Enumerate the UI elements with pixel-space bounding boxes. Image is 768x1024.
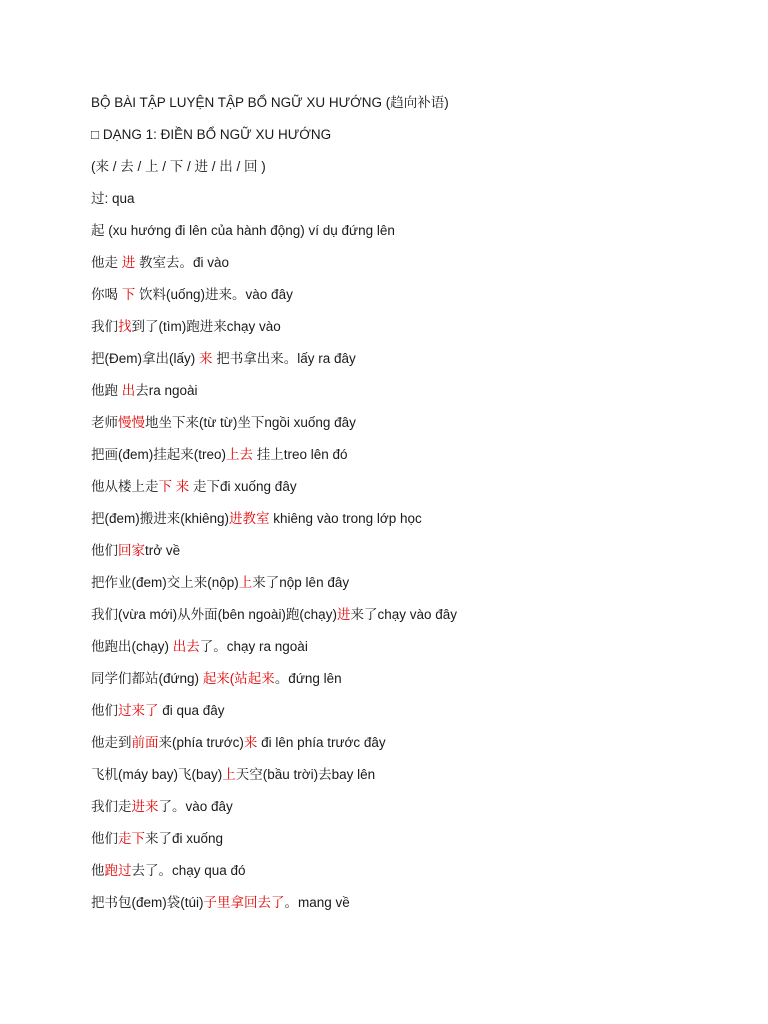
answer-text: 子里拿回去了 <box>203 895 285 910</box>
answer-text: 慢慢 <box>118 415 145 430</box>
line-text: (来 / 去 / 上 / 下 / 进 / 出 / 回 ) <box>91 159 266 174</box>
line-text: 你喝 <box>91 287 122 302</box>
line-text: 我们 <box>91 319 118 334</box>
line-text: đi lên phía trước đây <box>257 735 386 750</box>
line-text: 他跑出(chạy) <box>91 639 173 654</box>
line-text: 到了(tìm)跑进来chạy vào <box>131 319 281 334</box>
answer-text: 跑过 <box>104 863 132 878</box>
answer-text: 来 <box>243 735 258 750</box>
exercise-line <box>91 667 731 699</box>
line-text: BỘ BÀI TẬP LUYỆN TẬP BỔ NGỮ XU HƯỚNG (趋向补语) <box>91 95 449 110</box>
exercise-line <box>91 539 731 571</box>
answer-text: 起来(站起来 <box>202 671 275 686</box>
exercise-line <box>91 411 731 443</box>
line-text: 我们走 <box>91 799 132 814</box>
answer-text: 进 <box>121 255 136 270</box>
exercise-line <box>91 731 731 763</box>
answer-text: 来 <box>199 351 213 366</box>
exercise-line <box>91 827 731 859</box>
document-title <box>91 91 731 123</box>
exercise-line <box>91 699 731 731</box>
answer-text: 回家 <box>118 543 145 558</box>
line-text: 。mang về <box>284 895 350 910</box>
exercise-line <box>91 571 731 603</box>
answer-text: 找 <box>118 319 132 334</box>
exercise-line <box>91 763 731 795</box>
exercise-line <box>91 155 731 187</box>
answer-text: 上 <box>222 767 236 782</box>
line-text: 他们 <box>91 543 118 558</box>
line-text: 我们(vừa mới)从外面(bên ngoài)跑(chạy) <box>91 607 337 622</box>
exercise-line <box>91 603 731 635</box>
line-text: 饮料(uống)进来。vào đây <box>135 287 293 302</box>
exercise-line <box>91 507 731 539</box>
line-text: 来了chạy vào đây <box>350 607 458 622</box>
line-text: 地坐下来(từ từ)坐下ngồi xuống đây <box>145 415 356 430</box>
line-text: 起 (xu hướng đi lên của hành động) ví dụ đứng lên <box>91 223 395 238</box>
line-text: 他从楼上走 <box>91 479 159 494</box>
exercise-line <box>91 379 731 411</box>
line-text: 来(phía trước) <box>158 735 244 750</box>
line-text: 教室去。đi vào <box>135 255 230 270</box>
line-text: 过: qua <box>91 191 135 206</box>
line-text: đi qua đây <box>158 703 225 718</box>
line-text: 来了nộp lên đây <box>252 575 350 590</box>
answer-text: 进教室 <box>229 511 270 526</box>
answer-text: 出 <box>121 383 136 398</box>
exercise-line <box>91 859 731 891</box>
answer-text: 下 来 <box>158 479 190 494</box>
exercise-line <box>91 219 731 251</box>
line-text: 把(đem)搬进来(khiêng) <box>91 511 230 526</box>
line-text: 他跑 <box>91 383 122 398</box>
line-text: □ DẠNG 1: ĐIỀN BỔ NGỮ XU HƯỚNG <box>91 127 332 142</box>
line-text: 把作业(đem)交上来(nộp) <box>91 575 239 590</box>
exercise-line <box>91 315 731 347</box>
line-text: 去ra ngoài <box>135 383 198 398</box>
answer-text: 上去 <box>226 447 254 462</box>
answer-text: 出去 <box>172 639 200 654</box>
line-text: 他走 <box>91 255 122 270</box>
line-text: 走下đi xuống đây <box>189 479 297 494</box>
line-text: 老师 <box>91 415 118 430</box>
line-text: 把画(đem)挂起来(treo) <box>91 447 227 462</box>
answer-text: 下 <box>121 287 136 302</box>
line-text: 把书拿出来。lấy ra đây <box>212 351 356 366</box>
answer-text: 上 <box>238 575 253 590</box>
line-text: 他们 <box>91 703 118 718</box>
line-text: khiêng vào trong lớp học <box>269 511 422 526</box>
line-text: 来了đi xuống <box>145 831 224 846</box>
answer-text: 进来 <box>131 799 159 814</box>
line-text: 了。vào đây <box>158 799 233 814</box>
exercise-line <box>91 347 731 379</box>
answer-text: 前面 <box>131 735 159 750</box>
answer-text: 进 <box>336 607 351 622</box>
exercise-line <box>91 795 731 827</box>
line-text: 挂上treo lên đó <box>253 447 348 462</box>
exercise-line <box>91 251 731 283</box>
answer-text: 走下 <box>118 831 145 846</box>
line-text: 他 <box>91 863 105 878</box>
line-text: 他走到 <box>91 735 132 750</box>
line-text: trở về <box>145 543 181 558</box>
section-heading <box>91 123 731 155</box>
line-text: 天空(bầu trời)去bay lên <box>235 767 376 782</box>
line-text: 同学们都站(đứng) <box>91 671 203 686</box>
exercise-line <box>91 443 731 475</box>
exercise-line <box>91 187 731 219</box>
line-text: 把书包(đem)袋(túi) <box>91 895 204 910</box>
line-text: 了。chạy ra ngoài <box>199 639 308 654</box>
exercise-line <box>91 635 731 667</box>
exercise-line <box>91 475 731 507</box>
line-text: 飞机(máy bay)飞(bay) <box>91 767 223 782</box>
exercise-line <box>91 891 731 923</box>
line-text: 把(Đem)拿出(lấy) <box>91 351 199 366</box>
answer-text: 过来了 <box>118 703 159 718</box>
line-text: 他们 <box>91 831 118 846</box>
exercise-list <box>91 91 731 923</box>
exercise-line <box>91 283 731 315</box>
line-text: 去了。chạy qua đó <box>131 863 246 878</box>
line-text: 。đứng lên <box>274 671 342 686</box>
